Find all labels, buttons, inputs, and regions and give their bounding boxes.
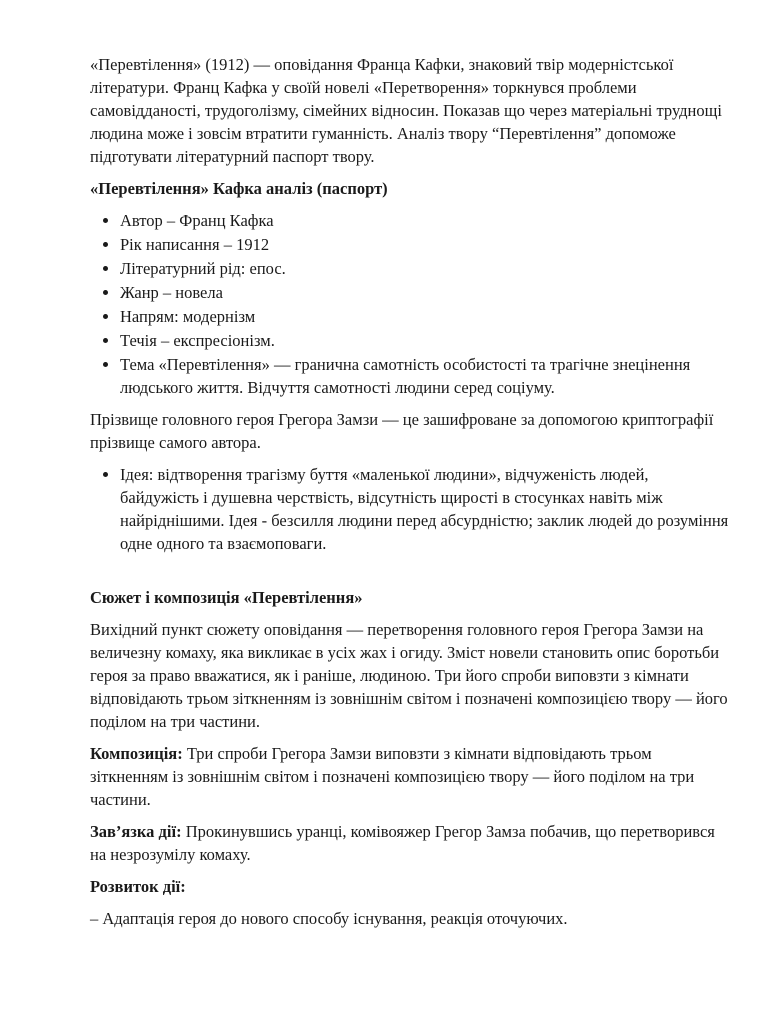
passport-item-genre: • Жанр – новела bbox=[120, 281, 730, 304]
passport-item-author: • Автор – Франц Кафка bbox=[120, 209, 730, 232]
composition-paragraph bbox=[90, 742, 730, 811]
passport-item-year: • Рік написання – 1912 bbox=[120, 233, 730, 256]
setup-text: Прокинувшись уранці, комівояжер Грегор Замза побачив, що перетворився на незрозумілу комаху. bbox=[90, 822, 715, 864]
passport-item-movement: • Течія – експресіонізм. bbox=[120, 329, 730, 352]
surname-paragraph: Прізвище головного героя Грегора Замзи — це зашифроване за допомогою криптографії прізвище самого автора. bbox=[90, 410, 714, 452]
composition-text: Три спроби Грегора Замзи виповзти з кімнати відповідають трьом зіткненням із зовнішнім світом і позначені композицією твору — його поділом на три частини. bbox=[90, 744, 695, 809]
passport-item-kind: • Літературний рід: епос. bbox=[120, 257, 730, 280]
plot-intro-paragraph: Вихідний пункт сюжету оповідання — перетворення головного героя Грегора Замзи на величезну комаху, яка викликає в усіх жах і огиду. Зміст новели становить опис боротьби героя за право вважатися, як і раніше, людиною. Три його спроби виповзти з кімнати відповідають трьом зіткненням із зовнішнім світом і позначені композицією твору — його поділом на три частини. bbox=[90, 620, 728, 731]
passport-item-theme: • Тема «Перевтілення» — гранична самотність особистості та трагічне знецінення людського життя. Відчуття самотності людини серед соціуму. bbox=[120, 353, 730, 399]
passport-list bbox=[90, 209, 730, 399]
passport-item-direction: • Напрям: модернізм bbox=[120, 305, 730, 328]
development-item: – Адаптація героя до нового способу існування, реакція оточуючих. bbox=[90, 909, 568, 928]
idea-list bbox=[90, 463, 730, 555]
intro-paragraph: «Перевтілення» (1912) — оповідання Франца Кафки, знаковий твір модерністської літератури. Франц Кафка у своїй новелі «Перетворення» торкнувся проблеми самовідданості, трудоголізму, сімейних відносин. Показав що через матеріальні труднощі людина може і зовсім втратити гуманність. Аналіз твору “Перевтілення” допоможе підготувати літературний паспорт твору. bbox=[90, 55, 722, 166]
setup-label: Зав’язка дії: bbox=[90, 822, 182, 841]
setup-paragraph bbox=[90, 820, 730, 866]
idea-item: • Ідея: відтворення трагізму буття «маленької людини», відчуженість людей, байдужість і душевна черствість, відсутність щирості в стосунках навіть між найріднішими. Ідея - безсилля людини перед абсурдністю; заклик людей до розуміння одне одного та взаємоповаги. bbox=[120, 463, 730, 555]
document-body bbox=[90, 53, 730, 939]
development-heading: Розвиток дії: bbox=[90, 877, 186, 896]
composition-label: Композиція: bbox=[90, 744, 183, 763]
plot-heading: Сюжет і композиція «Перевтілення» bbox=[90, 588, 363, 607]
passport-heading: «Перевтілення» Кафка аналіз (паспорт) bbox=[90, 179, 388, 198]
